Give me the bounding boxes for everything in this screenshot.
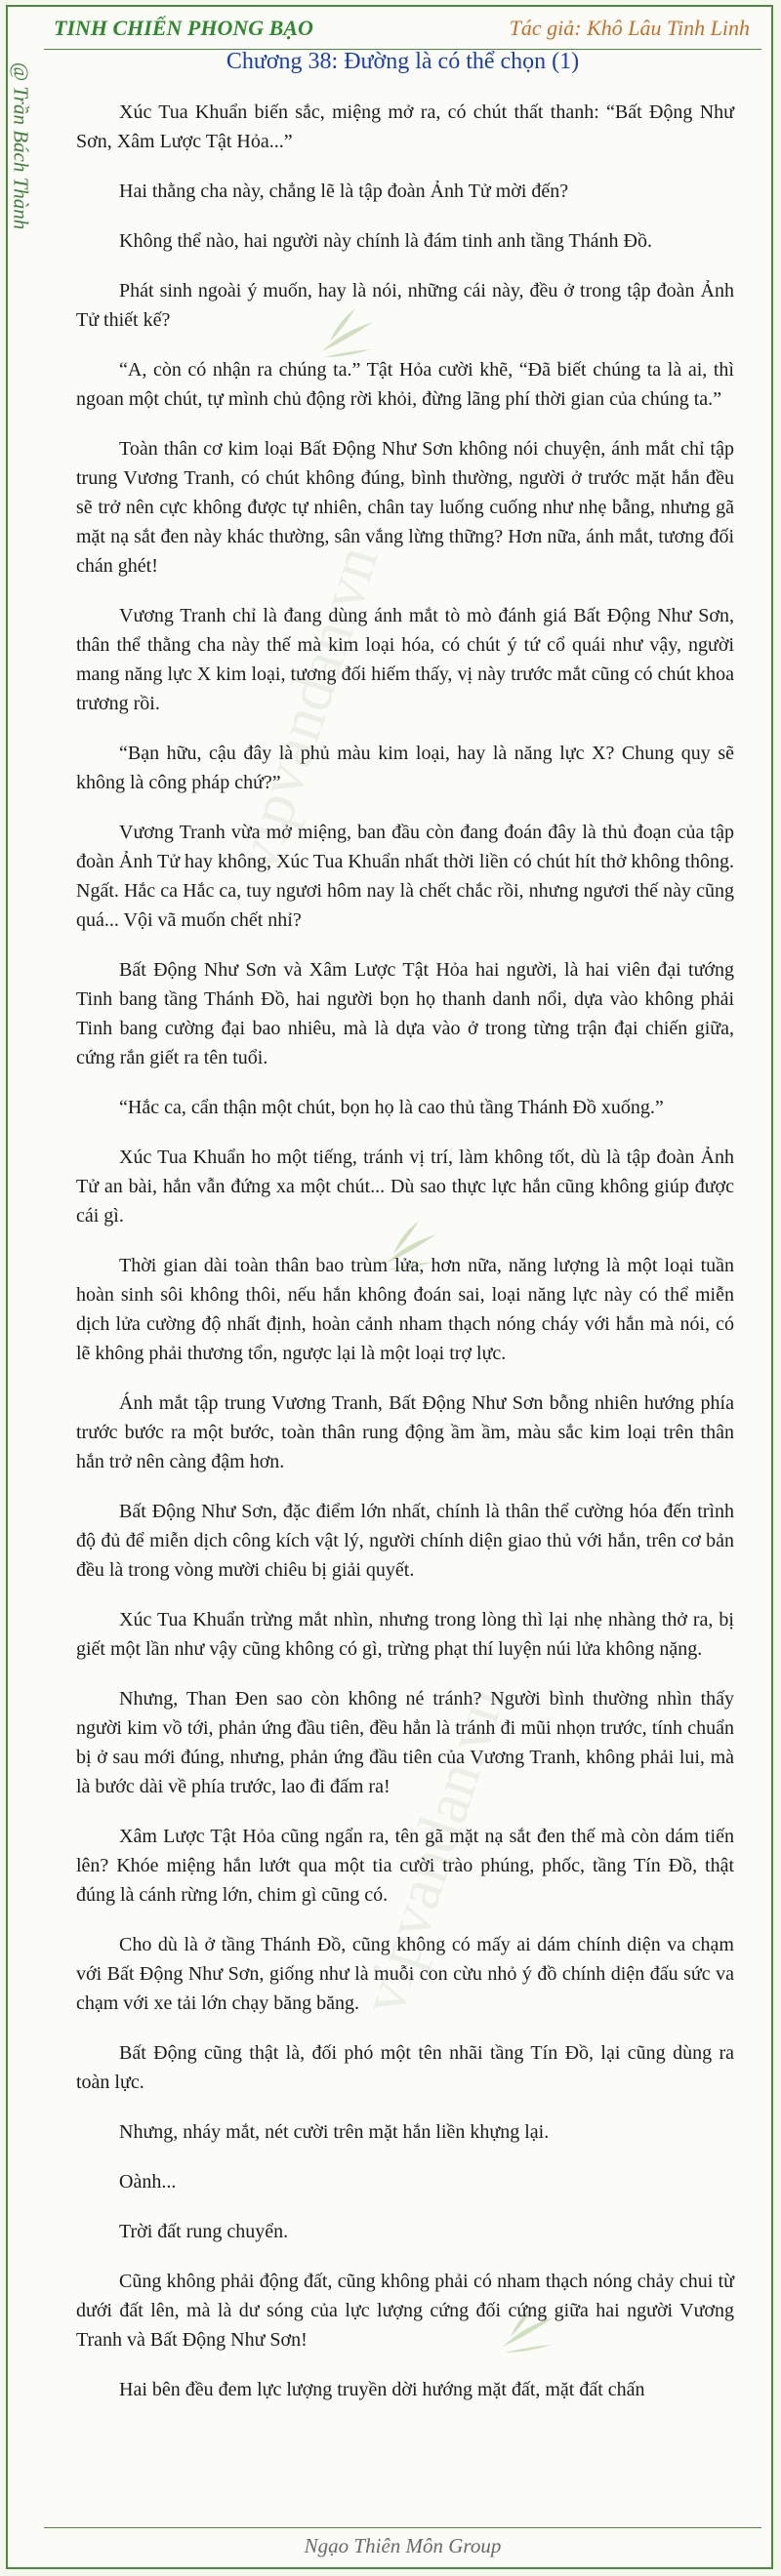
paragraph: Nhưng, Than Đen sao còn không né tránh? Người bình thường nhìn thấy người kim vồ tới, phản ứng đầu tiên, đều hẳn là tránh đi mũi nhọn trước, tính chuẩn bị ở sau mới đúng, nhưng, phản ứng đầu tiên của Vương Tranh, không phải lui, mà là bước dài về phía trước, lao đi đấm ra!	[76, 1688, 734, 1797]
paragraph: Bất Động cũng thật là, đối phó một tên nhãi tầng Tín Đồ, lại cũng dùng ra toàn lực.	[76, 2042, 734, 2093]
watermark: vipvandan.vn	[220, 537, 391, 881]
paragraph: “A, còn có nhận ra chúng ta.” Tật Hỏa cười khẽ, “Đã biết chúng ta là ai, thì ngoan một chút, tự mình chủ động rời khỏi, đừng lãng phí thời gian của chúng ta.”	[76, 359, 734, 410]
paragraph: Hai bên đều đem lực lượng truyền dời hướng mặt đất, mặt đất chấn	[119, 2379, 645, 2400]
side-credit-text: @ Trần Bách Thành	[9, 61, 33, 230]
chapter-body	[76, 98, 734, 2425]
paragraph: Không thể nào, hai người này chính là đám tinh anh tầng Thánh Đồ.	[119, 230, 652, 252]
paragraph: Toàn thân cơ kim loại Bất Động Như Sơn không nói chuyện, ánh mắt chỉ tập trung Vương Tranh, có chút không đúng, bình thường, người ở trước mặt hắn đều sẽ trở nên cực không được tự nhiên, chân tay luống cuống như nhẹ bẫng, nhưng gã mặt nạ sắt đen này khác thường, sân vắng lừng thững? Hơn nữa, ánh mắt, tương đối chán ghét!	[76, 438, 734, 577]
watermark: vipvandan.vn	[347, 1678, 518, 2023]
chapter-title: Chương 38: Đường là có thể chọn (1)	[226, 49, 580, 74]
paragraph: “Hắc ca, cẩn thận một chút, bọn họ là cao thủ tầng Thánh Đồ xuống.”	[119, 1097, 664, 1118]
paragraph: “Bạn hữu, cậu đây là phủ màu kim loại, hay là năng lực X? Chung quy sẽ không là công pháp chứ?”	[76, 743, 734, 793]
paragraph: Xúc Tua Khuẩn trừng mắt nhìn, nhưng trong lòng thì lại nhẹ nhàng thở ra, bị giết một lần như vậy cũng không có gì, trừng phạt thí luyện núi lửa không nặng.	[76, 1609, 734, 1660]
paragraph: Nhưng, nháy mắt, nét cười trên mặt hắn liền khựng lại.	[119, 2121, 550, 2143]
paragraph: Ánh mắt tập trung Vương Tranh, Bất Động Như Sơn bỗng nhiên hướng phía trước bước ra một bước, toàn thân rung động ầm ầm, màu sắc kim loại trên thân hắn trở nên càng đậm hơn.	[76, 1392, 734, 1472]
paragraph: Thời gian dài toàn thân bao trùm lửa, hơn nữa, năng lượng là một loại tuần hoàn sinh sôi không thôi, nếu hắn không đoán sai, loại năng lực này có thể miễn dịch lửa cường độ nhất định, hoàn cảnh nham thạch nóng cháy với hắn mà nói, có lẽ không phải thương tổn, ngược lại là một loại trợ lực.	[76, 1255, 734, 1364]
paragraph: Xâm Lược Tật Hỏa cũng ngẩn ra, tên gã mặt nạ sắt đen thế mà còn dám tiến lên? Khóe miệng hắn lướt qua một tia cười trào phúng, phốc, tầng Tín Đồ, thật đúng là cánh rừng lớn, chim gì cũng có.	[76, 1826, 734, 1906]
paragraph: Phát sinh ngoài ý muốn, hay là nói, những cái này, đều ở trong tập đoàn Ảnh Tử thiết kế?	[76, 280, 734, 331]
paragraph: Trời đất rung chuyển.	[119, 2221, 289, 2242]
footer-group-credit: Ngạo Thiên Môn Group	[44, 2527, 761, 2558]
paragraph: Xúc Tua Khuẩn ho một tiếng, tránh vị trí, làm không tốt, dù là tập đoàn Ảnh Tử an bài, hắn vẫn đứng xa một chút... Dù sao thực lực hắn cũng không giúp được cái gì.	[76, 1147, 734, 1227]
paragraph: Bất Động Như Sơn và Xâm Lược Tật Hỏa hai người, là hai viên đại tướng Tinh bang tầng Thánh Đồ, hai người bọn họ thanh danh nổi, dựa vào không phải Tinh bang cường đại bao nhiêu, mà là dựa vào ở trong từng trận đại chiến giữa, cứng rắn giết ra tên tuổi.	[76, 959, 734, 1068]
paragraph: Oành...	[119, 2171, 177, 2193]
paragraph: Hai thằng cha này, chẳng lẽ là tập đoàn Ảnh Tử mời đến?	[119, 181, 569, 202]
side-credit	[0, 39, 37, 263]
series-title: TINH CHIẾN PHONG BẠO	[54, 16, 313, 40]
paragraph: Vương Tranh vừa mở miệng, ban đầu còn đang đoán đây là thủ đoạn của tập đoàn Ảnh Tử hay không, Xúc Tua Khuẩn nhất thời liền có chút hít thở không thông. Ngất. Hắc ca Hắc ca, tuy ngươi hôm nay là chết chắc rồi, nhưng ngươi thế này cũng quá... Vội vã muốn chết nhỉ?	[76, 822, 734, 931]
page-header	[44, 10, 761, 50]
paragraph: Bất Động Như Sơn, đặc điểm lớn nhất, chính là thân thể cường hóa đến trình độ đủ để miễn dịch công kích vật lý, người chính diện giao thủ với hắn, trên cơ bản đều là trong vòng mười chiêu bị giải quyết.	[76, 1501, 734, 1581]
paragraph: Cho dù là ở tầng Thánh Đồ, cũng không có mấy ai dám chính diện va chạm với Bất Động Như Sơn, giống như là muỗi con cừu nhỏ ý đồ chính diện đấu sức va chạm với xe tải lớn chạy băng băng.	[76, 1934, 734, 2014]
paragraph: Cũng không phải động đất, cũng không phải có nham thạch nóng chảy chui từ dưới đất lên, mà là dư sóng của lực lượng cứng đối cứng giữa hai người Vương Tranh và Bất Động Như Sơn!	[76, 2271, 734, 2351]
paragraph: Vương Tranh chỉ là đang dùng ánh mắt tò mò đánh giá Bất Động Như Sơn, thân thể thằng cha này thế mà kim loại hóa, có chút ý tứ cổ quái như vậy, người mang năng lực X kim loại, tương đối hiếm thấy, vị này trước mắt cũng có chút khoa trương rồi.	[76, 605, 734, 714]
paragraph: Xúc Tua Khuẩn biến sắc, miệng mở ra, có chút thất thanh: “Bất Động Như Sơn, Xâm Lược Tật Hỏa...”	[76, 101, 734, 152]
author-credit: Tác giả: Khô Lâu Tinh Linh	[509, 16, 750, 40]
